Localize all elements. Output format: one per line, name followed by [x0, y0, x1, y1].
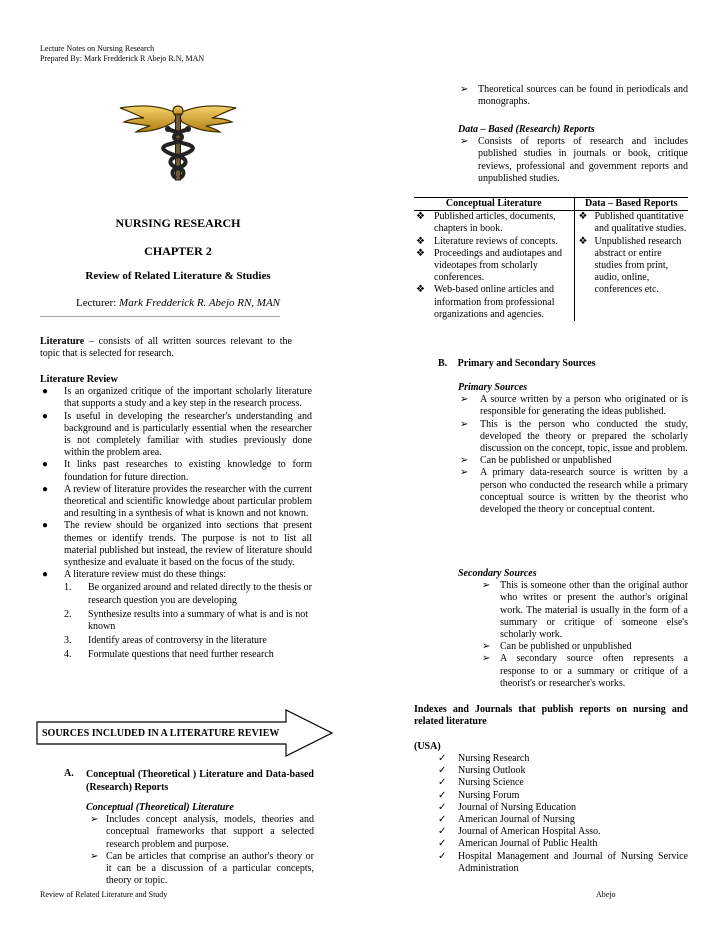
lecturer-name: Mark Fredderick R. Abejo RN, MAN — [119, 297, 281, 309]
conceptual-heading: Conceptual (Theoretical) Literature — [86, 802, 234, 813]
section-a-letter: A. — [64, 768, 74, 779]
bullet-icon: ● — [42, 386, 49, 398]
data-based-heading: Data – Based (Research) Reports — [458, 124, 595, 135]
list-item: ✓ Journal of Nursing Education — [438, 801, 577, 813]
bullet-icon: ● — [42, 459, 49, 471]
list-item: ➢ Can be published or unpublished — [460, 455, 612, 467]
checkmark-icon: ✓ — [438, 765, 447, 777]
arrow-bullet-icon: ➢ — [460, 467, 469, 479]
section-b-title: Primary and Secondary Sources — [457, 358, 596, 369]
theoretical-sources-item — [460, 84, 688, 108]
indexes-heading: Indexes and Journals that publish reports on nursing and related literature — [414, 704, 688, 728]
list-item: ✓ Journal of American Hospital Asso. — [438, 826, 601, 838]
list-item: ✓ American Journal of Public Health — [438, 838, 598, 850]
list-item: ✓ Nursing Outlook — [438, 765, 526, 777]
list-item: ➢ A primary data-research source is written by a person who conducted the research while a primary conceptual source is written by the theorist who developed the theory or conceptual content. — [460, 467, 688, 516]
section-b-letter: B. — [438, 358, 448, 369]
list-item: ➢ Includes concept analysis, models, theories and conceptual frameworks that support a selected research problem and purpose. — [90, 814, 314, 850]
section-a — [64, 768, 314, 794]
literature-review-numbered — [40, 582, 312, 661]
diamond-bullet-icon: ❖ — [416, 247, 425, 259]
running-header — [40, 44, 204, 64]
list-item: ❖ Literature reviews of concepts. — [416, 235, 558, 247]
diamond-bullet-icon: ❖ — [416, 211, 425, 223]
bullet-icon: ● — [42, 483, 49, 495]
list-item: ➢ A secondary source often represents a response to or a summary or critique of a theorist's or researcher's works. — [482, 653, 688, 689]
list-item: ● Is useful in developing the researcher's understanding and background and is particularly essential when the researcher is not completely familiar with studies previously done within the problem area. — [42, 410, 312, 459]
arrow-bullet-icon: ➢ — [482, 641, 491, 653]
conceptual-literature — [86, 802, 314, 887]
chapter-heading: CHAPTER 2 — [144, 244, 212, 258]
document-title: NURSING RESEARCH — [115, 216, 241, 230]
list-item: ➢ Can be published or unpublished — [482, 641, 632, 653]
table-cell-conceptual — [414, 211, 574, 321]
list-item: ❖ Web-based online articles and information from professional organizations and agencies. — [416, 284, 555, 320]
arrow-bullet-icon: ➢ — [90, 850, 99, 862]
arrow-bullet-icon: ➢ — [460, 84, 469, 95]
arrow-bullet-icon: ➢ — [90, 814, 99, 826]
secondary-heading: Secondary Sources — [458, 568, 537, 579]
checkmark-icon: ✓ — [438, 826, 447, 838]
list-item: ➢ This is someone other than the original author who writes or present the author's original work. The material is usually in the form of a summary or critique of someone else's scholarly work. — [482, 580, 688, 641]
diamond-bullet-icon: ❖ — [416, 235, 425, 247]
numbered-item: 2. Synthesize results into a summary of what is and is not known — [64, 608, 308, 633]
sources-banner-label: SOURCES INCLUDED IN A LITERATURE REVIEW — [42, 728, 280, 739]
list-item: ● The review should be organized into sections that present themes or identify trends. The purpose is not to list all material published but instead, the review of literature should synthesize and evaluate it based on the focus of the study. — [42, 520, 312, 569]
checkmark-icon: ✓ — [438, 789, 447, 801]
arrow-bullet-icon: ➢ — [460, 455, 469, 467]
section-b — [438, 358, 688, 370]
footer-right: Abejo — [596, 890, 616, 899]
bullet-icon: ● — [42, 569, 49, 581]
list-item: ✓ American Journal of Nursing — [438, 814, 575, 826]
list-item: ❖ Proceedings and audiotapes and videotapes from scholarly conferences. — [416, 247, 563, 284]
list-item: ✓ Nursing Forum — [438, 789, 520, 801]
checkmark-icon: ✓ — [438, 777, 447, 789]
sources-banner — [36, 708, 334, 758]
list-item: ❖ Unpublished research abstract or entire studies from print, audio, online, conferences etc. — [578, 235, 682, 296]
diamond-bullet-icon: ❖ — [416, 284, 425, 296]
literature-review-bullets — [40, 386, 312, 581]
literature-comparison-table — [414, 197, 688, 321]
list-item: ➢ Consists of reports of research and includes published studies in journals or book, critique reviews, professional and government reports and unpublished studies. — [460, 136, 688, 184]
usa-label: (USA) — [414, 741, 441, 752]
bullet-icon: ● — [42, 520, 49, 532]
literature-term: Literature — [40, 336, 85, 347]
list-item: ● Is an organized critique of the important scholarly literature that supports a study and a key step in the research process. — [42, 386, 312, 410]
list-item: ➢ A source written by a person who originated or is responsible for generating the ideas published. — [460, 394, 688, 418]
arrow-bullet-icon: ➢ — [482, 580, 491, 592]
table-cell-data-based — [574, 211, 688, 321]
list-item: ✓ Nursing Research — [438, 753, 530, 764]
list-item: ✓ Hospital Management and Journal of Nursing Service Administration — [438, 850, 688, 874]
diamond-bullet-icon: ❖ — [578, 235, 588, 247]
literature-definition-text: – consists of all written sources relevant to the topic that is selected for research. — [40, 336, 292, 360]
primary-heading: Primary Sources — [458, 382, 528, 393]
numbered-item: 1. Be organized around and related directly to the thesis or research question you are developing — [64, 582, 312, 606]
data-based-reports — [458, 124, 688, 185]
comparison-table — [414, 197, 688, 321]
checkmark-icon: ✓ — [438, 801, 447, 813]
arrow-bullet-icon: ➢ — [460, 418, 469, 430]
checkmark-icon: ✓ — [438, 753, 447, 764]
checkmark-icon: ✓ — [438, 814, 447, 826]
arrow-bullet-icon: ➢ — [460, 136, 469, 148]
table-header-conceptual: Conceptual Literature — [414, 198, 574, 211]
list-item: ➢ Can be articles that comprise an author's theory or it can be a discussion of a particular concepts, theory or topic. — [90, 850, 314, 887]
list-item: ➢ This is the person who conducted the study, developed the theory or prepared the scholarly discussion on the concept, topic, issue and problem. — [460, 418, 688, 455]
table-header-data-based: Data – Based Reports — [574, 198, 688, 211]
arrow-bullet-icon: ➢ — [460, 394, 469, 406]
header-line-2: Prepared By: Mark Fredderick R Abejo R.N, MAN — [40, 54, 205, 63]
section-a-title: Conceptual (Theoretical ) Literature and Data-based (Research) Reports — [86, 769, 314, 793]
list-item: ➢ Theoretical sources can be found in periodicals and monographs. — [460, 84, 688, 108]
checkmark-icon: ✓ — [438, 850, 447, 862]
header-line-1: Lecture Notes on Nursing Research — [40, 44, 155, 53]
list-item: ● It links past researches to existing knowledge to form foundation for future direction. — [42, 459, 312, 483]
literature-definition — [40, 336, 292, 360]
list-item: ✓ Nursing Science — [438, 777, 524, 789]
bullet-icon: ● — [42, 410, 49, 422]
primary-sources — [458, 382, 688, 516]
journal-list — [438, 753, 688, 875]
list-item: ❖ Published quantitative and qualitative studies. — [578, 211, 687, 235]
title-rule: ________________________________________________ — [40, 307, 280, 318]
list-item: ❖ Published articles, documents, chapters in book. — [416, 211, 556, 235]
list-item: ● A review of literature provides the researcher with the current theoretical and scientific knowledge about particular problem and resulting in a synthesis of what is known and not known. — [42, 483, 312, 520]
diamond-bullet-icon: ❖ — [578, 211, 588, 223]
numbered-item: 4. Formulate questions that need further research — [64, 649, 274, 661]
checkmark-icon: ✓ — [438, 838, 447, 850]
section-a-heading — [64, 768, 314, 794]
footer-left: Review of Related Literature and Study — [40, 890, 168, 899]
caduceus-icon — [118, 98, 238, 184]
list-item: ● A literature review must do these things: — [42, 569, 227, 581]
arrow-bullet-icon: ➢ — [482, 653, 491, 665]
numbered-item: 3. Identify areas of controversy in the literature — [64, 635, 267, 647]
literature-review-section — [40, 374, 312, 662]
literature-review-heading: Literature Review — [40, 374, 118, 385]
secondary-sources — [458, 568, 688, 690]
chapter-subtitle: Review of Related Literature & Studies — [85, 270, 271, 282]
lecturer-label: Lecturer: — [75, 297, 117, 309]
